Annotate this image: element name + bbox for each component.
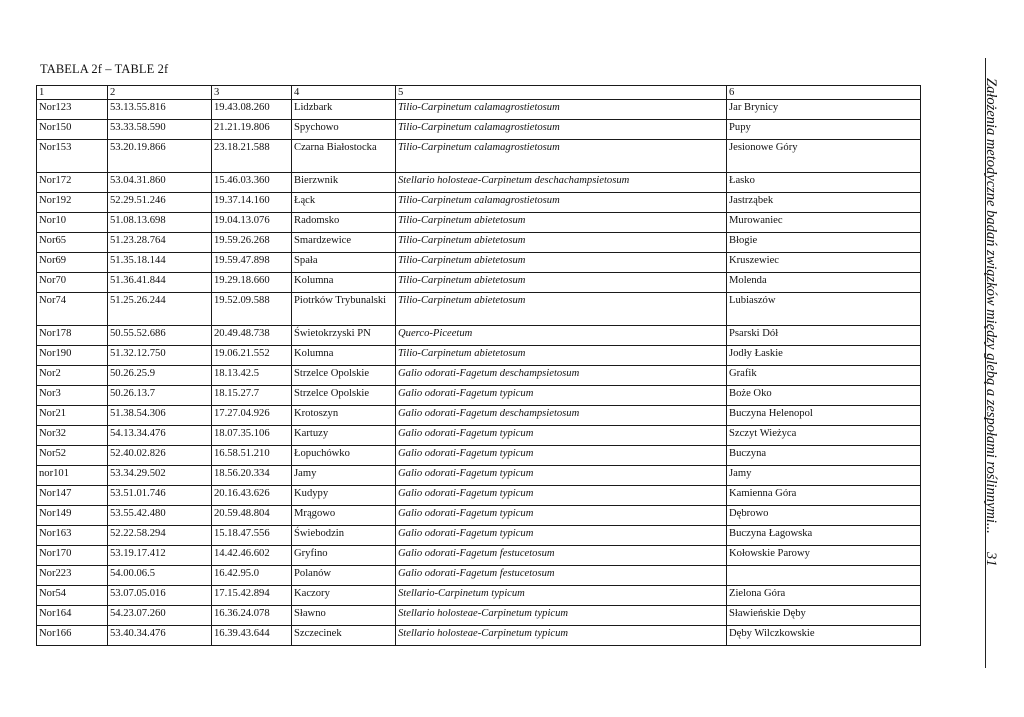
plot-id-cell: Nor32 bbox=[37, 426, 108, 446]
latitude-cell: 53.13.55.816 bbox=[108, 100, 212, 120]
longitude-cell: 20.16.43.626 bbox=[212, 486, 292, 506]
latitude-cell: 51.08.13.698 bbox=[108, 213, 212, 233]
latitude-cell: 53.34.29.502 bbox=[108, 466, 212, 486]
locality-cell: Łąck bbox=[292, 193, 396, 213]
longitude-cell: 21.21.19.806 bbox=[212, 120, 292, 140]
longitude-cell: 17.15.42.894 bbox=[212, 586, 292, 606]
locality-cell: Bierzwnik bbox=[292, 173, 396, 193]
table-row bbox=[37, 406, 921, 426]
column-header: 5 bbox=[396, 86, 727, 100]
plot-id-cell: Nor123 bbox=[37, 100, 108, 120]
longitude-cell: 20.49.48.738 bbox=[212, 326, 292, 346]
association-cell: Galio odorati-Fagetum typicum bbox=[396, 526, 727, 546]
site-name-cell: Jodły Łaskie bbox=[727, 346, 921, 366]
table-row bbox=[37, 626, 921, 646]
longitude-cell: 19.59.26.268 bbox=[212, 233, 292, 253]
site-name-cell: Jastrząbek bbox=[727, 193, 921, 213]
table-row bbox=[37, 386, 921, 406]
plot-id-cell: Nor172 bbox=[37, 173, 108, 193]
plot-id-cell: Nor150 bbox=[37, 120, 108, 140]
locality-cell: Piotrków Trybunalski bbox=[292, 293, 396, 326]
longitude-cell: 15.46.03.360 bbox=[212, 173, 292, 193]
page-number: 31 bbox=[983, 551, 999, 567]
longitude-cell: 19.43.08.260 bbox=[212, 100, 292, 120]
table-row bbox=[37, 486, 921, 506]
association-cell: Stellario holosteae-Carpinetum typicum bbox=[396, 606, 727, 626]
table-row bbox=[37, 173, 921, 193]
locality-cell: Smardzewice bbox=[292, 233, 396, 253]
latitude-cell: 51.35.18.144 bbox=[108, 253, 212, 273]
locality-cell: Czarna Białostocka bbox=[292, 140, 396, 173]
site-name-cell: Szczyt Wieżyca bbox=[727, 426, 921, 446]
longitude-cell: 14.42.46.602 bbox=[212, 546, 292, 566]
table-row bbox=[37, 293, 921, 326]
association-cell: Querco-Piceetum bbox=[396, 326, 727, 346]
latitude-cell: 51.38.54.306 bbox=[108, 406, 212, 426]
locality-cell: Gryfino bbox=[292, 546, 396, 566]
latitude-cell: 53.33.58.590 bbox=[108, 120, 212, 140]
column-header: 1 bbox=[37, 86, 108, 100]
site-name-cell: Jesionowe Góry bbox=[727, 140, 921, 173]
site-name-cell: Buczyna Helenopol bbox=[727, 406, 921, 426]
association-cell: Galio odorati-Fagetum typicum bbox=[396, 486, 727, 506]
site-name-cell bbox=[727, 566, 921, 586]
longitude-cell: 16.42.95.0 bbox=[212, 566, 292, 586]
table-title: TABELA 2f – TABLE 2f bbox=[40, 62, 169, 76]
longitude-cell: 23.18.21.588 bbox=[212, 140, 292, 173]
data-table bbox=[36, 85, 921, 646]
site-name-cell: Jamy bbox=[727, 466, 921, 486]
plot-id-cell: Nor149 bbox=[37, 506, 108, 526]
table-row bbox=[37, 273, 921, 293]
longitude-cell: 18.07.35.106 bbox=[212, 426, 292, 446]
longitude-cell: 19.04.13.076 bbox=[212, 213, 292, 233]
table-row bbox=[37, 426, 921, 446]
site-name-cell: Molenda bbox=[727, 273, 921, 293]
association-cell: Tilio-Carpinetum abietetosum bbox=[396, 233, 727, 253]
latitude-cell: 54.13.34.476 bbox=[108, 426, 212, 446]
table-row bbox=[37, 120, 921, 140]
latitude-cell: 54.00.06.5 bbox=[108, 566, 212, 586]
latitude-cell: 51.32.12.750 bbox=[108, 346, 212, 366]
site-name-cell: Sławieńskie Dęby bbox=[727, 606, 921, 626]
plot-id-cell: Nor69 bbox=[37, 253, 108, 273]
association-cell: Tilio-Carpinetum calamagrostietosum bbox=[396, 193, 727, 213]
plot-id-cell: nor101 bbox=[37, 466, 108, 486]
longitude-cell: 15.18.47.556 bbox=[212, 526, 292, 546]
locality-cell: Kolumna bbox=[292, 273, 396, 293]
table-row bbox=[37, 193, 921, 213]
site-name-cell: Buczyna Łagowska bbox=[727, 526, 921, 546]
plot-id-cell: Nor2 bbox=[37, 366, 108, 386]
longitude-cell: 18.15.27.7 bbox=[212, 386, 292, 406]
plot-id-cell: Nor3 bbox=[37, 386, 108, 406]
site-name-cell: Psarski Dół bbox=[727, 326, 921, 346]
plot-id-cell: Nor70 bbox=[37, 273, 108, 293]
association-cell: Tilio-Carpinetum abietetosum bbox=[396, 293, 727, 326]
running-header-text: Założenia metodyczne badań związków między glebą a zespołami roślinnymi... bbox=[983, 78, 999, 534]
association-cell: Tilio-Carpinetum abietetosum bbox=[396, 273, 727, 293]
table-row bbox=[37, 566, 921, 586]
table-row bbox=[37, 346, 921, 366]
table-row bbox=[37, 100, 921, 120]
latitude-cell: 53.19.17.412 bbox=[108, 546, 212, 566]
locality-cell: Kolumna bbox=[292, 346, 396, 366]
table-row bbox=[37, 606, 921, 626]
locality-cell: Strzelce Opolskie bbox=[292, 366, 396, 386]
latitude-cell: 50.26.13.7 bbox=[108, 386, 212, 406]
locality-cell: Spała bbox=[292, 253, 396, 273]
latitude-cell: 53.55.42.480 bbox=[108, 506, 212, 526]
locality-cell: Lidzbark bbox=[292, 100, 396, 120]
locality-cell: Świetokrzyski PN bbox=[292, 326, 396, 346]
latitude-cell: 50.55.52.686 bbox=[108, 326, 212, 346]
table-row bbox=[37, 366, 921, 386]
longitude-cell: 18.56.20.334 bbox=[212, 466, 292, 486]
association-cell: Tilio-Carpinetum calamagrostietosum bbox=[396, 120, 727, 140]
association-cell: Galio odorati-Fagetum typicum bbox=[396, 506, 727, 526]
longitude-cell: 19.52.09.588 bbox=[212, 293, 292, 326]
latitude-cell: 52.29.51.246 bbox=[108, 193, 212, 213]
association-cell: Galio odorati-Fagetum typicum bbox=[396, 466, 727, 486]
longitude-cell: 18.13.42.5 bbox=[212, 366, 292, 386]
association-cell: Galio odorati-Fagetum festucetosum bbox=[396, 566, 727, 586]
plot-id-cell: Nor178 bbox=[37, 326, 108, 346]
column-header: 3 bbox=[212, 86, 292, 100]
latitude-cell: 50.26.25.9 bbox=[108, 366, 212, 386]
table-row bbox=[37, 446, 921, 466]
site-name-cell: Lubiaszów bbox=[727, 293, 921, 326]
table-row bbox=[37, 326, 921, 346]
site-name-cell: Dęby Wilczkowskie bbox=[727, 626, 921, 646]
longitude-cell: 16.39.43.644 bbox=[212, 626, 292, 646]
latitude-cell: 51.23.28.764 bbox=[108, 233, 212, 253]
association-cell: Galio odorati-Fagetum deschampsietosum bbox=[396, 406, 727, 426]
locality-cell: Jamy bbox=[292, 466, 396, 486]
table-row bbox=[37, 506, 921, 526]
plot-id-cell: Nor74 bbox=[37, 293, 108, 326]
site-name-cell: Zielona Góra bbox=[727, 586, 921, 606]
association-cell: Stellario holosteae-Carpinetum typicum bbox=[396, 626, 727, 646]
latitude-cell: 53.20.19.866 bbox=[108, 140, 212, 173]
longitude-cell: 16.58.51.210 bbox=[212, 446, 292, 466]
running-header bbox=[982, 78, 999, 566]
plot-id-cell: Nor170 bbox=[37, 546, 108, 566]
plot-id-cell: Nor192 bbox=[37, 193, 108, 213]
site-name-cell: Kamienna Góra bbox=[727, 486, 921, 506]
association-cell: Stellario-Carpinetum typicum bbox=[396, 586, 727, 606]
longitude-cell: 19.29.18.660 bbox=[212, 273, 292, 293]
plot-id-cell: Nor190 bbox=[37, 346, 108, 366]
plot-id-cell: Nor223 bbox=[37, 566, 108, 586]
latitude-cell: 53.07.05.016 bbox=[108, 586, 212, 606]
table-row bbox=[37, 586, 921, 606]
plot-id-cell: Nor153 bbox=[37, 140, 108, 173]
association-cell: Tilio-Carpinetum calamagrostietosum bbox=[396, 100, 727, 120]
locality-cell: Krotoszyn bbox=[292, 406, 396, 426]
site-name-cell: Jar Brynicy bbox=[727, 100, 921, 120]
latitude-cell: 54.23.07.260 bbox=[108, 606, 212, 626]
locality-cell: Kaczory bbox=[292, 586, 396, 606]
site-name-cell: Murowaniec bbox=[727, 213, 921, 233]
plot-id-cell: Nor65 bbox=[37, 233, 108, 253]
longitude-cell: 19.06.21.552 bbox=[212, 346, 292, 366]
column-header: 2 bbox=[108, 86, 212, 100]
association-cell: Tilio-Carpinetum abietetosum bbox=[396, 253, 727, 273]
table-row bbox=[37, 253, 921, 273]
locality-cell: Świebodzin bbox=[292, 526, 396, 546]
table-row bbox=[37, 466, 921, 486]
plot-id-cell: Nor163 bbox=[37, 526, 108, 546]
locality-cell: Kartuzy bbox=[292, 426, 396, 446]
table-row bbox=[37, 140, 921, 173]
association-cell: Galio odorati-Fagetum deschampsietosum bbox=[396, 366, 727, 386]
longitude-cell: 19.37.14.160 bbox=[212, 193, 292, 213]
table-header-row bbox=[37, 86, 921, 100]
latitude-cell: 52.40.02.826 bbox=[108, 446, 212, 466]
locality-cell: Mrągowo bbox=[292, 506, 396, 526]
longitude-cell: 16.36.24.078 bbox=[212, 606, 292, 626]
site-name-cell: Kołowskie Parowy bbox=[727, 546, 921, 566]
latitude-cell: 52.22.58.294 bbox=[108, 526, 212, 546]
plot-id-cell: Nor21 bbox=[37, 406, 108, 426]
association-cell: Galio odorati-Fagetum typicum bbox=[396, 446, 727, 466]
column-header: 4 bbox=[292, 86, 396, 100]
association-cell: Tilio-Carpinetum calamagrostietosum bbox=[396, 140, 727, 173]
site-name-cell: Kruszewiec bbox=[727, 253, 921, 273]
association-cell: Galio odorati-Fagetum typicum bbox=[396, 386, 727, 406]
locality-cell: Łopuchówko bbox=[292, 446, 396, 466]
plot-id-cell: Nor10 bbox=[37, 213, 108, 233]
site-name-cell: Boże Oko bbox=[727, 386, 921, 406]
longitude-cell: 17.27.04.926 bbox=[212, 406, 292, 426]
plot-id-cell: Nor147 bbox=[37, 486, 108, 506]
site-name-cell: Błogie bbox=[727, 233, 921, 253]
latitude-cell: 51.36.41.844 bbox=[108, 273, 212, 293]
table-row bbox=[37, 526, 921, 546]
locality-cell: Spychowo bbox=[292, 120, 396, 140]
table-row bbox=[37, 213, 921, 233]
locality-cell: Polanów bbox=[292, 566, 396, 586]
column-header: 6 bbox=[727, 86, 921, 100]
locality-cell: Strzelce Opolskie bbox=[292, 386, 396, 406]
table-row bbox=[37, 233, 921, 253]
locality-cell: Szczecinek bbox=[292, 626, 396, 646]
locality-cell: Sławno bbox=[292, 606, 396, 626]
plot-id-cell: Nor164 bbox=[37, 606, 108, 626]
latitude-cell: 53.51.01.746 bbox=[108, 486, 212, 506]
latitude-cell: 51.25.26.244 bbox=[108, 293, 212, 326]
locality-cell: Kudypy bbox=[292, 486, 396, 506]
association-cell: Tilio-Carpinetum abietetosum bbox=[396, 346, 727, 366]
table-row bbox=[37, 546, 921, 566]
site-name-cell: Buczyna bbox=[727, 446, 921, 466]
longitude-cell: 20.59.48.804 bbox=[212, 506, 292, 526]
site-name-cell: Łasko bbox=[727, 173, 921, 193]
association-cell: Galio odorati-Fagetum festucetosum bbox=[396, 546, 727, 566]
site-name-cell: Dębrowo bbox=[727, 506, 921, 526]
plot-id-cell: Nor166 bbox=[37, 626, 108, 646]
longitude-cell: 19.59.47.898 bbox=[212, 253, 292, 273]
association-cell: Stellario holosteae-Carpinetum deschachampsietosum bbox=[396, 173, 727, 193]
locality-cell: Radomsko bbox=[292, 213, 396, 233]
plot-id-cell: Nor54 bbox=[37, 586, 108, 606]
site-name-cell: Pupy bbox=[727, 120, 921, 140]
plot-id-cell: Nor52 bbox=[37, 446, 108, 466]
association-cell: Galio odorati-Fagetum typicum bbox=[396, 426, 727, 446]
latitude-cell: 53.04.31.860 bbox=[108, 173, 212, 193]
association-cell: Tilio-Carpinetum abietetosum bbox=[396, 213, 727, 233]
latitude-cell: 53.40.34.476 bbox=[108, 626, 212, 646]
site-name-cell: Grafik bbox=[727, 366, 921, 386]
